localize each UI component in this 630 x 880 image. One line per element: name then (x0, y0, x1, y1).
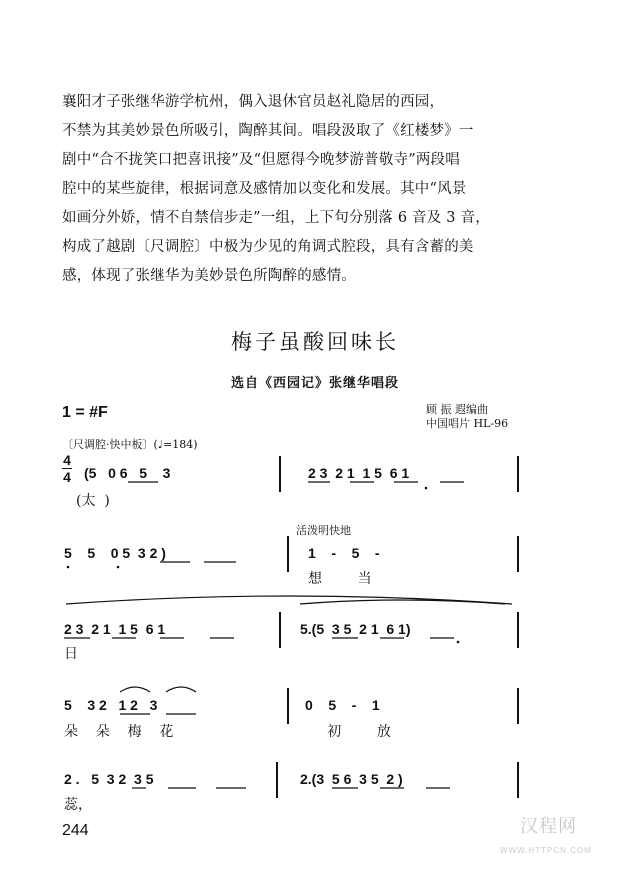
intro-line: 腔中的某些旋律，根据词意及感情加以变化和发展。其中“风景 (62, 181, 467, 197)
song-title: 梅子虽酸回味长 (231, 330, 399, 354)
notes-measure: 2 . 5 3 2 3 5 (64, 771, 154, 787)
phrase-slur (66, 596, 512, 604)
notes-measure: 5 5 0 5 3 2 ) (64, 545, 166, 561)
intro-line: 不禁为其美妙景色所吸引，陶醉其间。唱段汲取了《红楼梦》一 (62, 123, 474, 139)
intro-line: 如画分外娇，情不自禁信步走”一组，上下句分别落 6 音及 3 音， (62, 210, 490, 226)
octave-dot (117, 566, 120, 569)
notes-measure: 2 3 2 1 1 5 6 1 (64, 621, 166, 637)
notes-measure: 2 3 2 1 1 5 6 1 (308, 465, 410, 481)
octave-dot (67, 566, 70, 569)
lyrics-line: 蕊， (64, 797, 92, 813)
lyrics-line: 想 当 (308, 571, 372, 587)
watermark-url: WWW.HTTPCN.COM (500, 846, 592, 855)
notes-measure: 2.(3 5 6 3 5 2 ) (300, 771, 403, 787)
lyrics-line: 初 放 (305, 724, 391, 740)
lyrics-line: (太 ) (76, 493, 110, 509)
song-subtitle: 选自《西园记》张继华唱段 (230, 376, 399, 391)
tempo-marking: 〔尺调腔·快中板〕(♩=184) (62, 438, 198, 451)
intro-line: 剧中“合不拢笑口把喜讯接”及“但愿得今晚梦游普敬寺”两段唱 (62, 152, 460, 168)
time-signature-top: 4 (63, 452, 71, 468)
intro-line: 襄阳才子张继华游学杭州，偶入退休官员赵礼隐居的西园， (62, 94, 445, 110)
page-number: 244 (62, 822, 89, 839)
key-signature: 1 = #F (62, 404, 108, 421)
composer-credit: 顾 振 遐编曲 (426, 403, 488, 416)
note-slur (166, 687, 196, 692)
notes-measure: (5 0 6 5 3 (84, 465, 171, 481)
note-slur (120, 687, 150, 692)
watermark-logo: 汉程网 (520, 816, 577, 837)
intro-line: 构成了越剧〔尺调腔〕中极为少见的角调式腔段，具有含蓄的美 (62, 239, 474, 255)
intro-line: 感，体现了张继华为美妙景色所陶醉的感情。 (62, 268, 356, 284)
notes-measure: 5.(5 3 5 2 1 6 1) (300, 621, 411, 637)
octave-dot (457, 641, 460, 644)
record-number: 中国唱片 HL-96 (426, 417, 509, 430)
phrase-slur (300, 600, 505, 604)
notes-measure: 1 - 5 - (308, 545, 380, 561)
octave-dot (425, 487, 428, 490)
lyrics-line: 日 (64, 646, 78, 662)
expression-marking: 活泼明快地 (296, 524, 351, 537)
notes-measure: 5 3 2 1 2 3 (64, 697, 158, 713)
notes-measure: 0 5 - 1 (305, 697, 380, 713)
lyrics-line: 朵 朵 梅 花 (64, 724, 174, 740)
time-signature-bottom: 4 (63, 469, 71, 485)
